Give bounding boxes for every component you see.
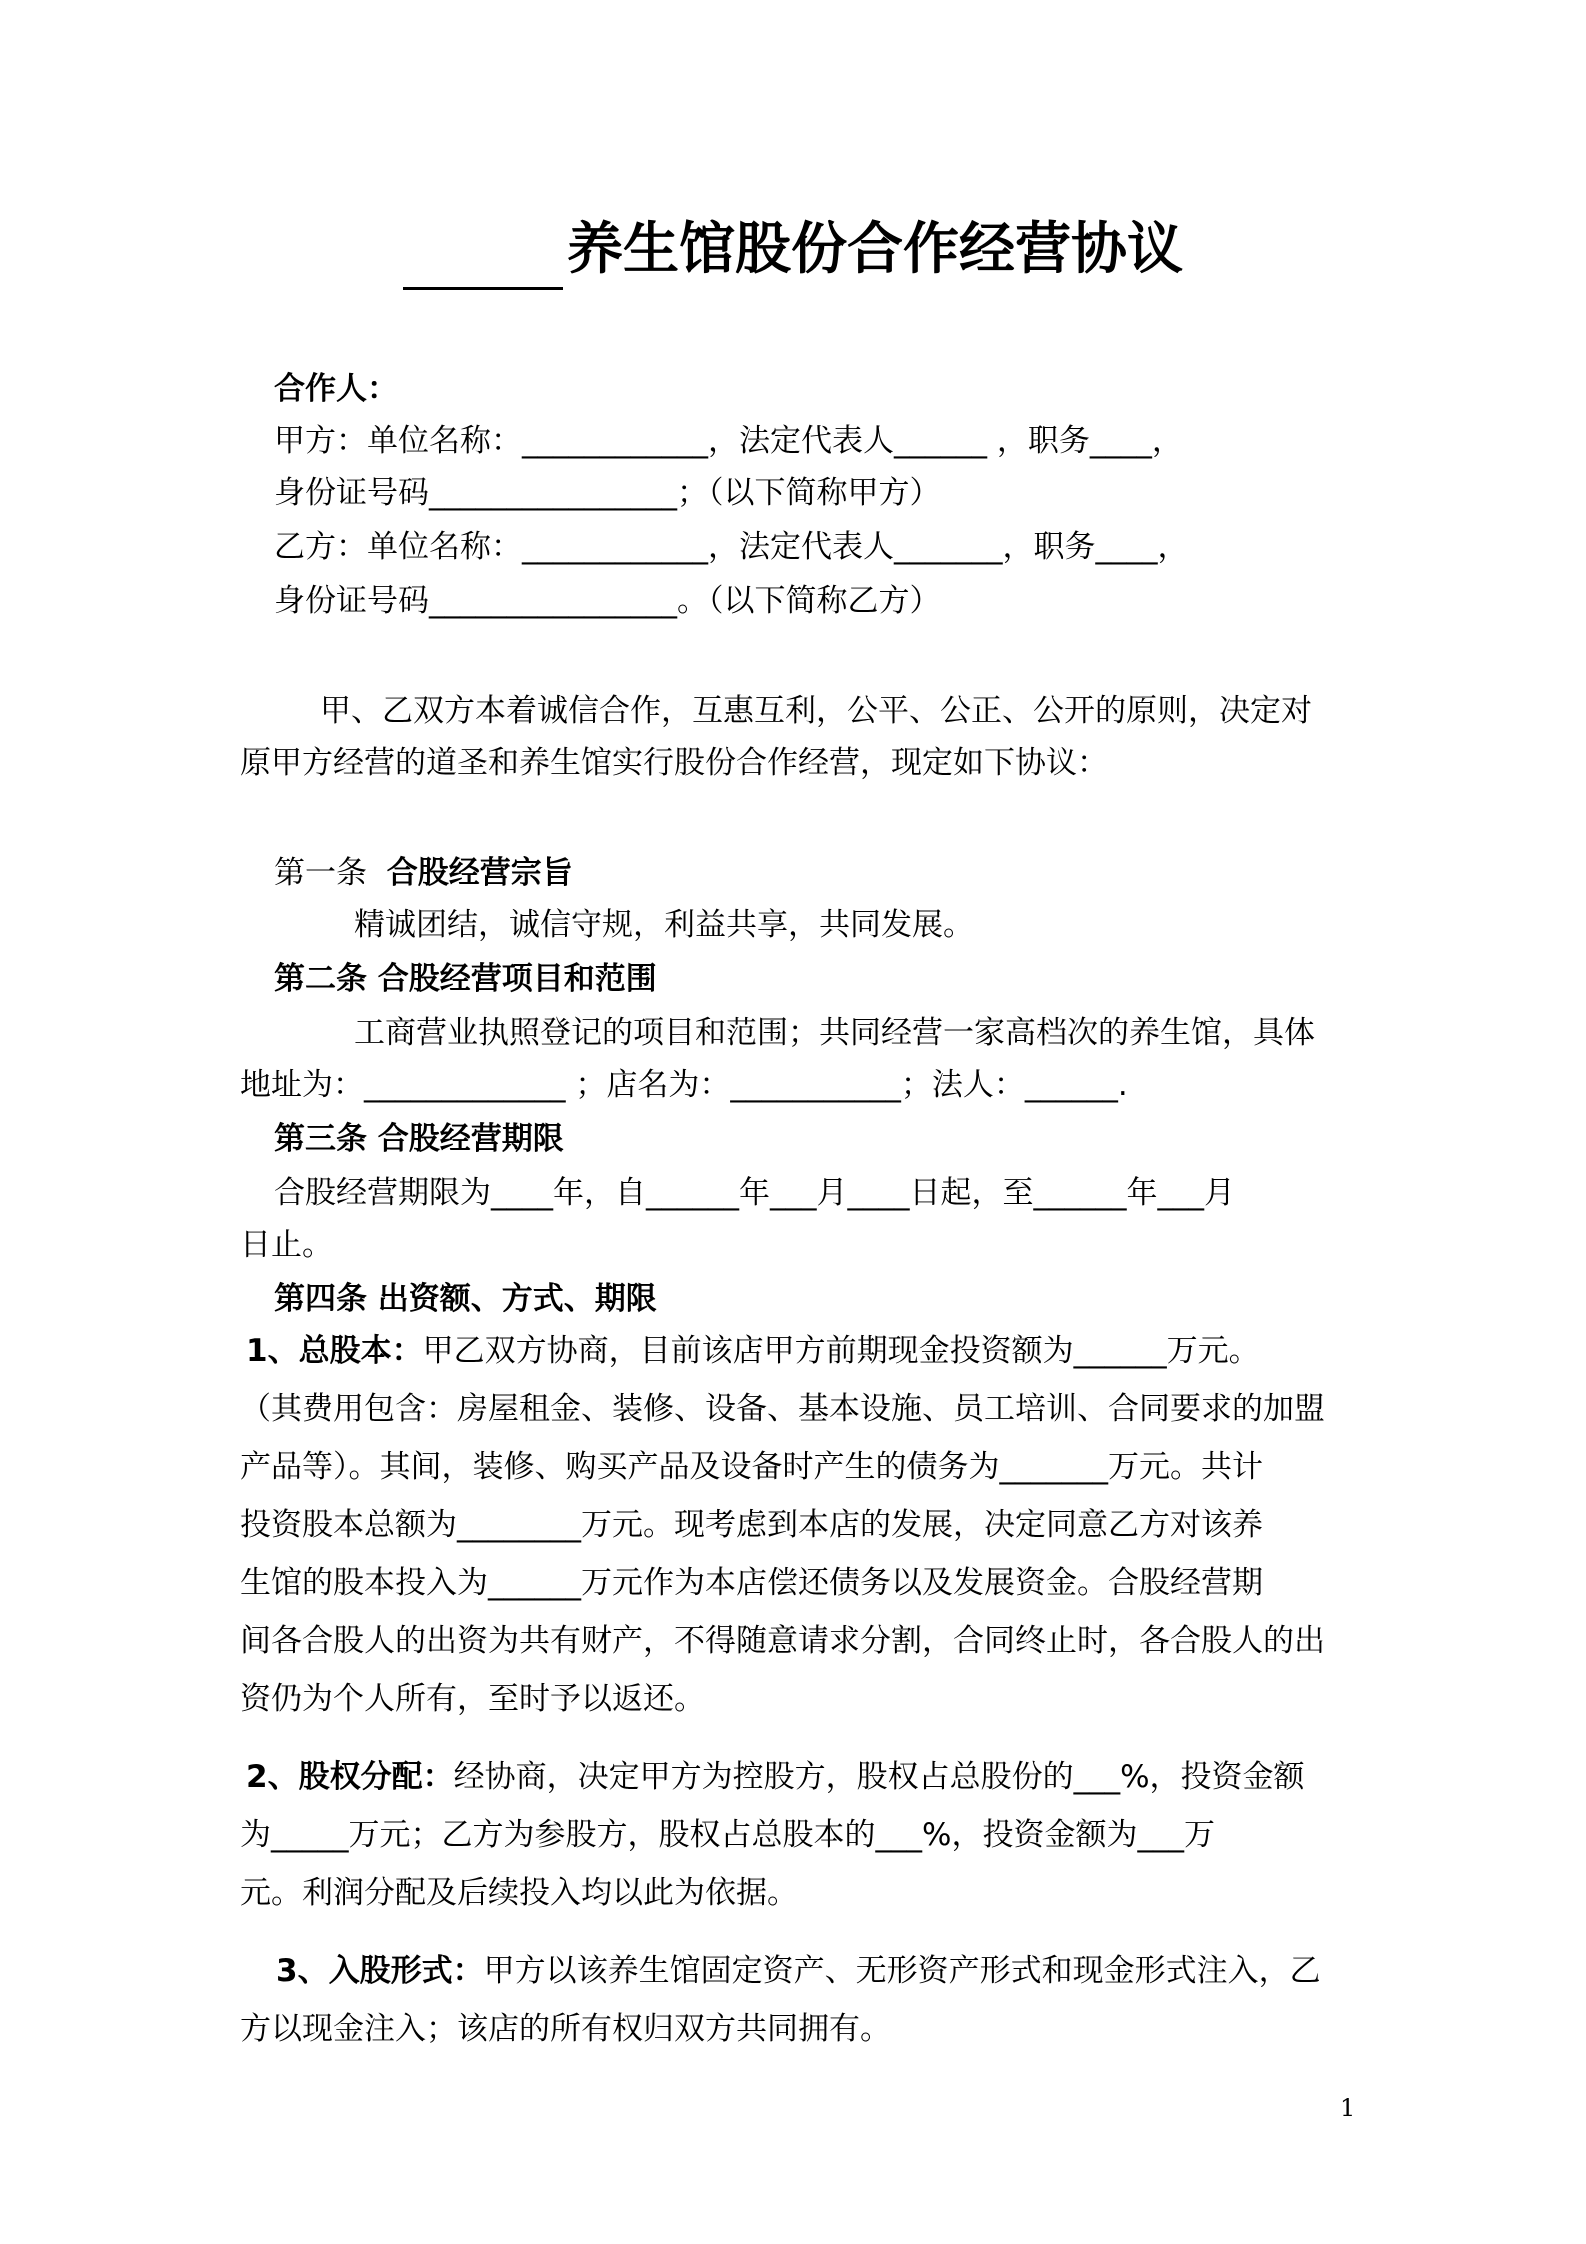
article-1-label: 第一条 bbox=[274, 855, 367, 891]
article-1-title: 合股经营宗旨 bbox=[386, 855, 573, 891]
article-4-title: 第四条 出资额、方式、期限 bbox=[274, 1281, 657, 1317]
article-4-p1-line-7: 资仍为个人所有，至时予以返还。 bbox=[240, 1681, 705, 1717]
party-a-line-2: 身份证号码________________；（以下简称甲方） bbox=[274, 475, 941, 511]
article-3-line-1: 合股经营期限为____年，自______年___月____日起，至______年___月 bbox=[274, 1175, 1235, 1211]
title-blank bbox=[403, 227, 563, 290]
article-4-p1-label: 1、总股本： bbox=[246, 1333, 423, 1369]
page-number: 1 bbox=[1340, 2094, 1356, 2122]
article-4-p1-line-3: 产品等）。其间，装修、购买产品及设备时产生的债务为_______万元。共计 bbox=[240, 1449, 1263, 1485]
document-title: 养生馆股份合作经营协议 bbox=[0, 210, 1586, 290]
article-2-line-1: 工商营业执照登记的项目和范围；共同经营一家高档次的养生馆，具体 bbox=[354, 1015, 1315, 1051]
party-b-line-1: 乙方：单位名称：____________，法定代表人_______，职务____， bbox=[274, 529, 1189, 565]
article-3-title: 第三条 合股经营期限 bbox=[274, 1121, 564, 1157]
article-4-p3-line-2: 方以现金注入；该店的所有权归双方共同拥有。 bbox=[240, 2011, 891, 2047]
article-2-line-2: 地址为：_____________ ；店名为：___________；法人：______. bbox=[240, 1067, 1128, 1103]
article-4-p1-line-1: 1、总股本：甲乙双方协商，目前该店甲方前期现金投资额为______万元。 bbox=[246, 1333, 1260, 1369]
parties-heading: 合作人： bbox=[274, 371, 398, 407]
party-b-line-2: 身份证号码________________。（以下简称乙方） bbox=[274, 583, 941, 619]
intro-line-1: 甲、乙双方本着诚信合作，互惠互利，公平、公正、公开的原则，决定对 bbox=[320, 693, 1312, 729]
article-4-p2-line-3: 元。利润分配及后续投入均以此为依据。 bbox=[240, 1875, 798, 1911]
article-4-p1-line-6: 间各合股人的出资为共有财产，不得随意请求分割，合同终止时，各合股人的出 bbox=[240, 1623, 1325, 1659]
article-4-p1-line-2: （其费用包含：房屋租金、装修、设备、基本设施、员工培训、合同要求的加盟 bbox=[240, 1391, 1325, 1427]
article-2-title: 第二条 合股经营项目和范围 bbox=[274, 961, 657, 997]
article-4-p3-line-1: 3、入股形式：甲方以该养生馆固定资产、无形资产形式和现金形式注入，乙 bbox=[276, 1953, 1321, 1989]
article-4-p1-line-5: 生馆的股本投入为______万元作为本店偿还债务以及发展资金。合股经营期 bbox=[240, 1565, 1263, 1601]
article-4-p1-line-4: 投资股本总额为________万元。现考虑到本店的发展，决定同意乙方对该养 bbox=[240, 1507, 1263, 1543]
article-4-p2-line-2: 为_____万元；乙方为参股方，股权占总股本的___%，投资金额为___万 bbox=[240, 1817, 1215, 1853]
party-a-line-1: 甲方：单位名称：____________，法定代表人______ ，职务____， bbox=[274, 423, 1183, 459]
article-4-p2-label: 2、股权分配： bbox=[246, 1759, 454, 1795]
article-3-line-2: 日止。 bbox=[240, 1227, 333, 1263]
intro-line-2: 原甲方经营的道圣和养生馆实行股份合作经营，现定如下协议： bbox=[240, 745, 1108, 781]
article-4-p3-label: 3、入股形式： bbox=[276, 1953, 484, 1989]
article-1-text: 精诚团结，诚信守规，利益共享，共同发展。 bbox=[354, 907, 974, 943]
article-1-heading bbox=[274, 846, 573, 900]
article-4-p2-line-1: 2、股权分配：经协商，决定甲方为控股方，股权占总股份的___%，投资金额 bbox=[246, 1759, 1305, 1795]
